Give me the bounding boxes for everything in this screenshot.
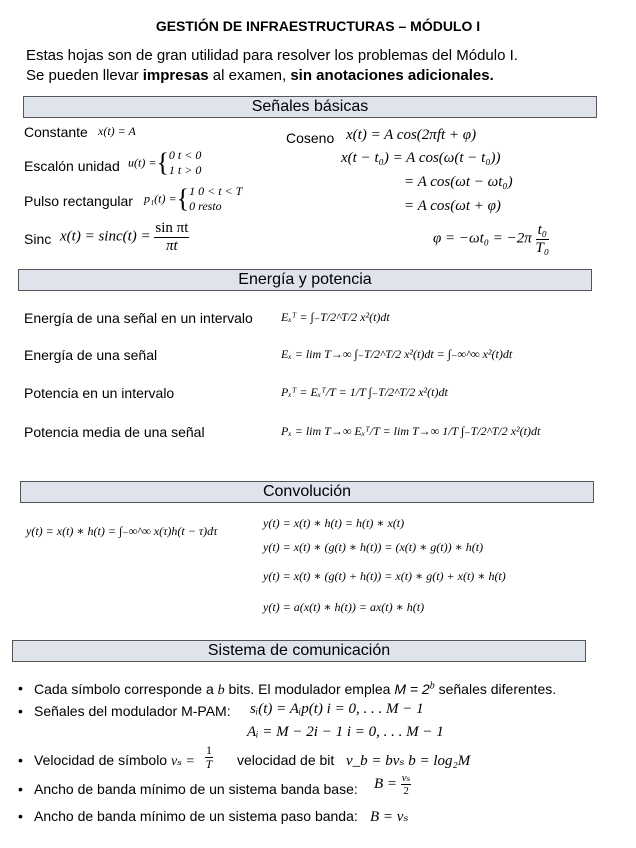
eq-mpam-2: Aᵢ = M − 2i − 1 i = 0, . . . M − 1	[247, 724, 444, 740]
eq-baseband-bw: B = $\frac{\text{vₛ}}{2}$	[374, 772, 411, 798]
label-constante: Constante	[24, 124, 88, 140]
label-power-mean: Potencia media de una señal	[24, 424, 205, 440]
bullet-passband-bw: • Ancho de banda mínimo de un sistema paso banda:	[18, 808, 358, 824]
eq-phi: φ = −ωt₀ = −2π $\frac{\text{t₀}}{\text{T₀}}$	[433, 222, 550, 256]
bullet-rates: • Velocidad de símbolo vₛ =	[18, 752, 195, 770]
section-convolution: Convolución	[20, 481, 594, 503]
eq-power-interval: Pₓᵀ = Eₓᵀ/T = 1/T ∫₋T/2^T/2 x²(t)dt	[281, 385, 448, 399]
bullet-mpam: • Señales del modulador M-PAM:	[18, 703, 231, 719]
bullet-symbol-bits: • Cada símbolo corresponde a b bits. El modulador emplea $M = 2^b$ señales diferentes.	[18, 680, 556, 699]
eq-bit-rate: v_b = bvₛ b = log₂M	[346, 753, 471, 769]
eq-escalon: u(t) ={0 t < 0 1 t > 0	[128, 148, 202, 177]
section-energy-power: Energía y potencia	[18, 269, 592, 291]
eq-coseno-1: x(t) = A cos(2πft + φ)	[346, 127, 477, 143]
bullet-baseband-bw: • Ancho de banda mínimo de un sistema banda base:	[18, 781, 358, 797]
section-basic-signals: Señales básicas	[23, 96, 597, 118]
label-bit-rate: velocidad de bit	[237, 752, 335, 768]
label-escalon: Escalón unidad	[24, 158, 120, 174]
eq-pulso: p₁(t) ={1 0 < t < T 0 resto	[144, 184, 243, 213]
eq-energy: Eₓ = lim T→∞ ∫₋T/2^T/2 x²(t)dt = ∫₋∞^∞ x²(t)dt	[281, 347, 513, 361]
eq-coseno-4: = A cos(ωt + φ)	[404, 198, 501, 214]
label-coseno: Coseno	[286, 130, 335, 146]
eq-passband-bw: B = vₛ	[370, 809, 409, 825]
label-energy-interval: Energía de una señal en un intervalo	[24, 310, 253, 326]
eq-conv-distributive: y(t) = x(t) ∗ (g(t) + h(t)) = x(t) ∗ g(t) + x(t) ∗ h(t)	[263, 569, 506, 583]
eq-symbol-rate-frac: $\frac{1}{T}$	[205, 743, 213, 772]
eq-energy-interval: Eₓᵀ = ∫₋T/2^T/2 x²(t)dt	[281, 310, 390, 324]
eq-mpam-1: sᵢ(t) = Aᵢp(t) i = 0, . . . M − 1	[250, 701, 424, 717]
label-pulso: Pulso rectangular	[24, 193, 133, 209]
intro-line-1: Estas hojas son de gran utilidad para resolver los problemas del Módulo I.	[26, 47, 518, 64]
eq-sinc: x(t) = sinc(t) = $\frac{\text{sin πt}}{\pi t}$	[60, 220, 189, 254]
label-energy: Energía de una señal	[24, 347, 158, 363]
section-communication: Sistema de comunicación	[12, 640, 586, 662]
page-title: GESTIÓN DE INFRAESTRUCTURAS – MÓDULO I	[155, 18, 481, 34]
label-sinc: Sinc	[24, 231, 52, 247]
eq-conv-commutative: y(t) = x(t) ∗ h(t) = h(t) ∗ x(t)	[263, 516, 405, 530]
intro-line-2: Se pueden llevar impresas al examen, sin anotaciones adicionales.	[26, 67, 494, 84]
eq-coseno-3: = A cos(ωt − ωt₀)	[404, 174, 513, 190]
eq-coseno-2: x(t − t₀) = A cos(ω(t − t₀))	[341, 150, 501, 166]
eq-constante: x(t) = A	[98, 124, 136, 138]
eq-conv-scalar: y(t) = a(x(t) ∗ h(t)) = ax(t) ∗ h(t)	[263, 600, 425, 614]
eq-convolution: y(t) = x(t) ∗ h(t) = ∫₋∞^∞ x(τ)h(t − τ)dτ	[26, 524, 218, 538]
eq-conv-associative: y(t) = x(t) ∗ (g(t) ∗ h(t)) = (x(t) ∗ g(t)) ∗ h(t)	[263, 540, 484, 554]
eq-power-mean: Pₓ = lim T→∞ Eₓᵀ/T = lim T→∞ 1/T ∫₋T/2^T/2 x²(t)dt	[281, 424, 541, 438]
label-power-interval: Potencia en un intervalo	[24, 385, 175, 401]
